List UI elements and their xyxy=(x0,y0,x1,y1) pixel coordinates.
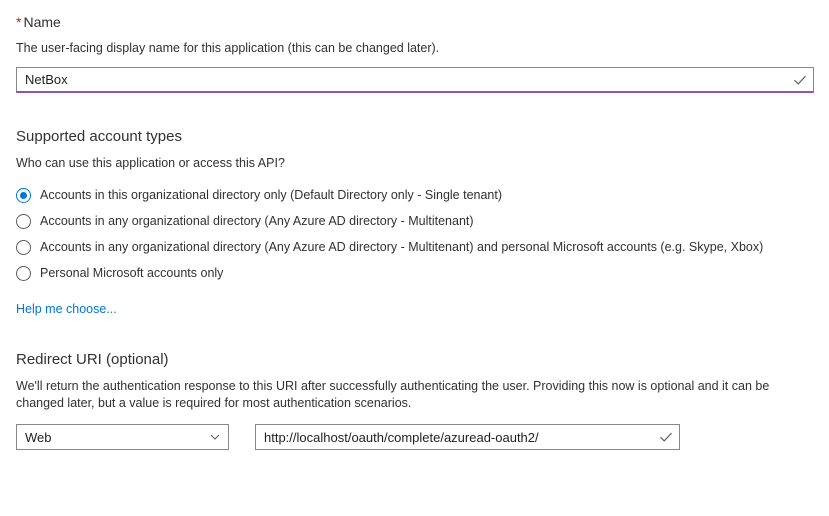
redirect-uri-input[interactable] xyxy=(255,424,680,450)
name-field-label xyxy=(16,12,813,32)
name-input[interactable] xyxy=(16,67,814,93)
supported-account-types-question: Who can use this application or access this API? xyxy=(16,156,285,170)
radio-option-label: Personal Microsoft accounts only xyxy=(40,265,224,280)
radio-option-multitenant-personal[interactable] xyxy=(16,234,813,260)
spacer-1 xyxy=(16,93,813,127)
radio-option-label: Accounts in this organizational directory only (Default Directory only - Single tenant) xyxy=(40,187,503,202)
spacer-2 xyxy=(16,316,813,350)
radio-option-label: Accounts in any organizational directory (Any Azure AD directory - Multitenant) xyxy=(40,213,474,228)
radio-icon[interactable] xyxy=(16,214,31,229)
checkmark-icon xyxy=(653,430,679,444)
chevron-down-icon xyxy=(202,432,228,442)
radio-option-label: Accounts in any organizational directory (Any Azure AD directory - Multitenant) and personal Microsoft accounts (e.g. Skype, Xbox) xyxy=(40,239,764,254)
checkmark-icon xyxy=(787,73,813,87)
required-indicator: * xyxy=(16,14,22,30)
radio-option-personal-only[interactable] xyxy=(16,260,813,286)
radio-icon[interactable] xyxy=(16,266,31,281)
redirect-uri-description: We'll return the authentication response to this URI after successfully authenticating the user. Providing this now is optional and it can be changed later, but a value is required for most authentication scenarios. xyxy=(16,379,770,410)
redirect-platform-dropdown[interactable] xyxy=(16,424,229,450)
help-me-choose-link[interactable]: Help me choose... xyxy=(16,302,117,316)
redirect-uri-row xyxy=(16,424,813,450)
supported-account-types-radio-group[interactable] xyxy=(16,182,813,286)
name-label-text: Name xyxy=(23,14,61,30)
redirect-uri-value[interactable]: http://localhost/oauth/complete/azuread-oauth2/ xyxy=(264,429,539,445)
radio-option-multitenant[interactable] xyxy=(16,208,813,234)
name-field-description: The user-facing display name for this application (this can be changed later). xyxy=(16,41,440,55)
radio-option-single-tenant[interactable] xyxy=(16,182,813,208)
redirect-platform-value: Web xyxy=(25,429,52,445)
radio-icon[interactable] xyxy=(16,240,31,255)
radio-icon[interactable] xyxy=(16,188,31,203)
supported-account-types-heading: Supported account types xyxy=(16,128,182,145)
name-input-value[interactable]: NetBox xyxy=(25,72,68,87)
redirect-uri-heading: Redirect URI (optional) xyxy=(16,351,169,368)
